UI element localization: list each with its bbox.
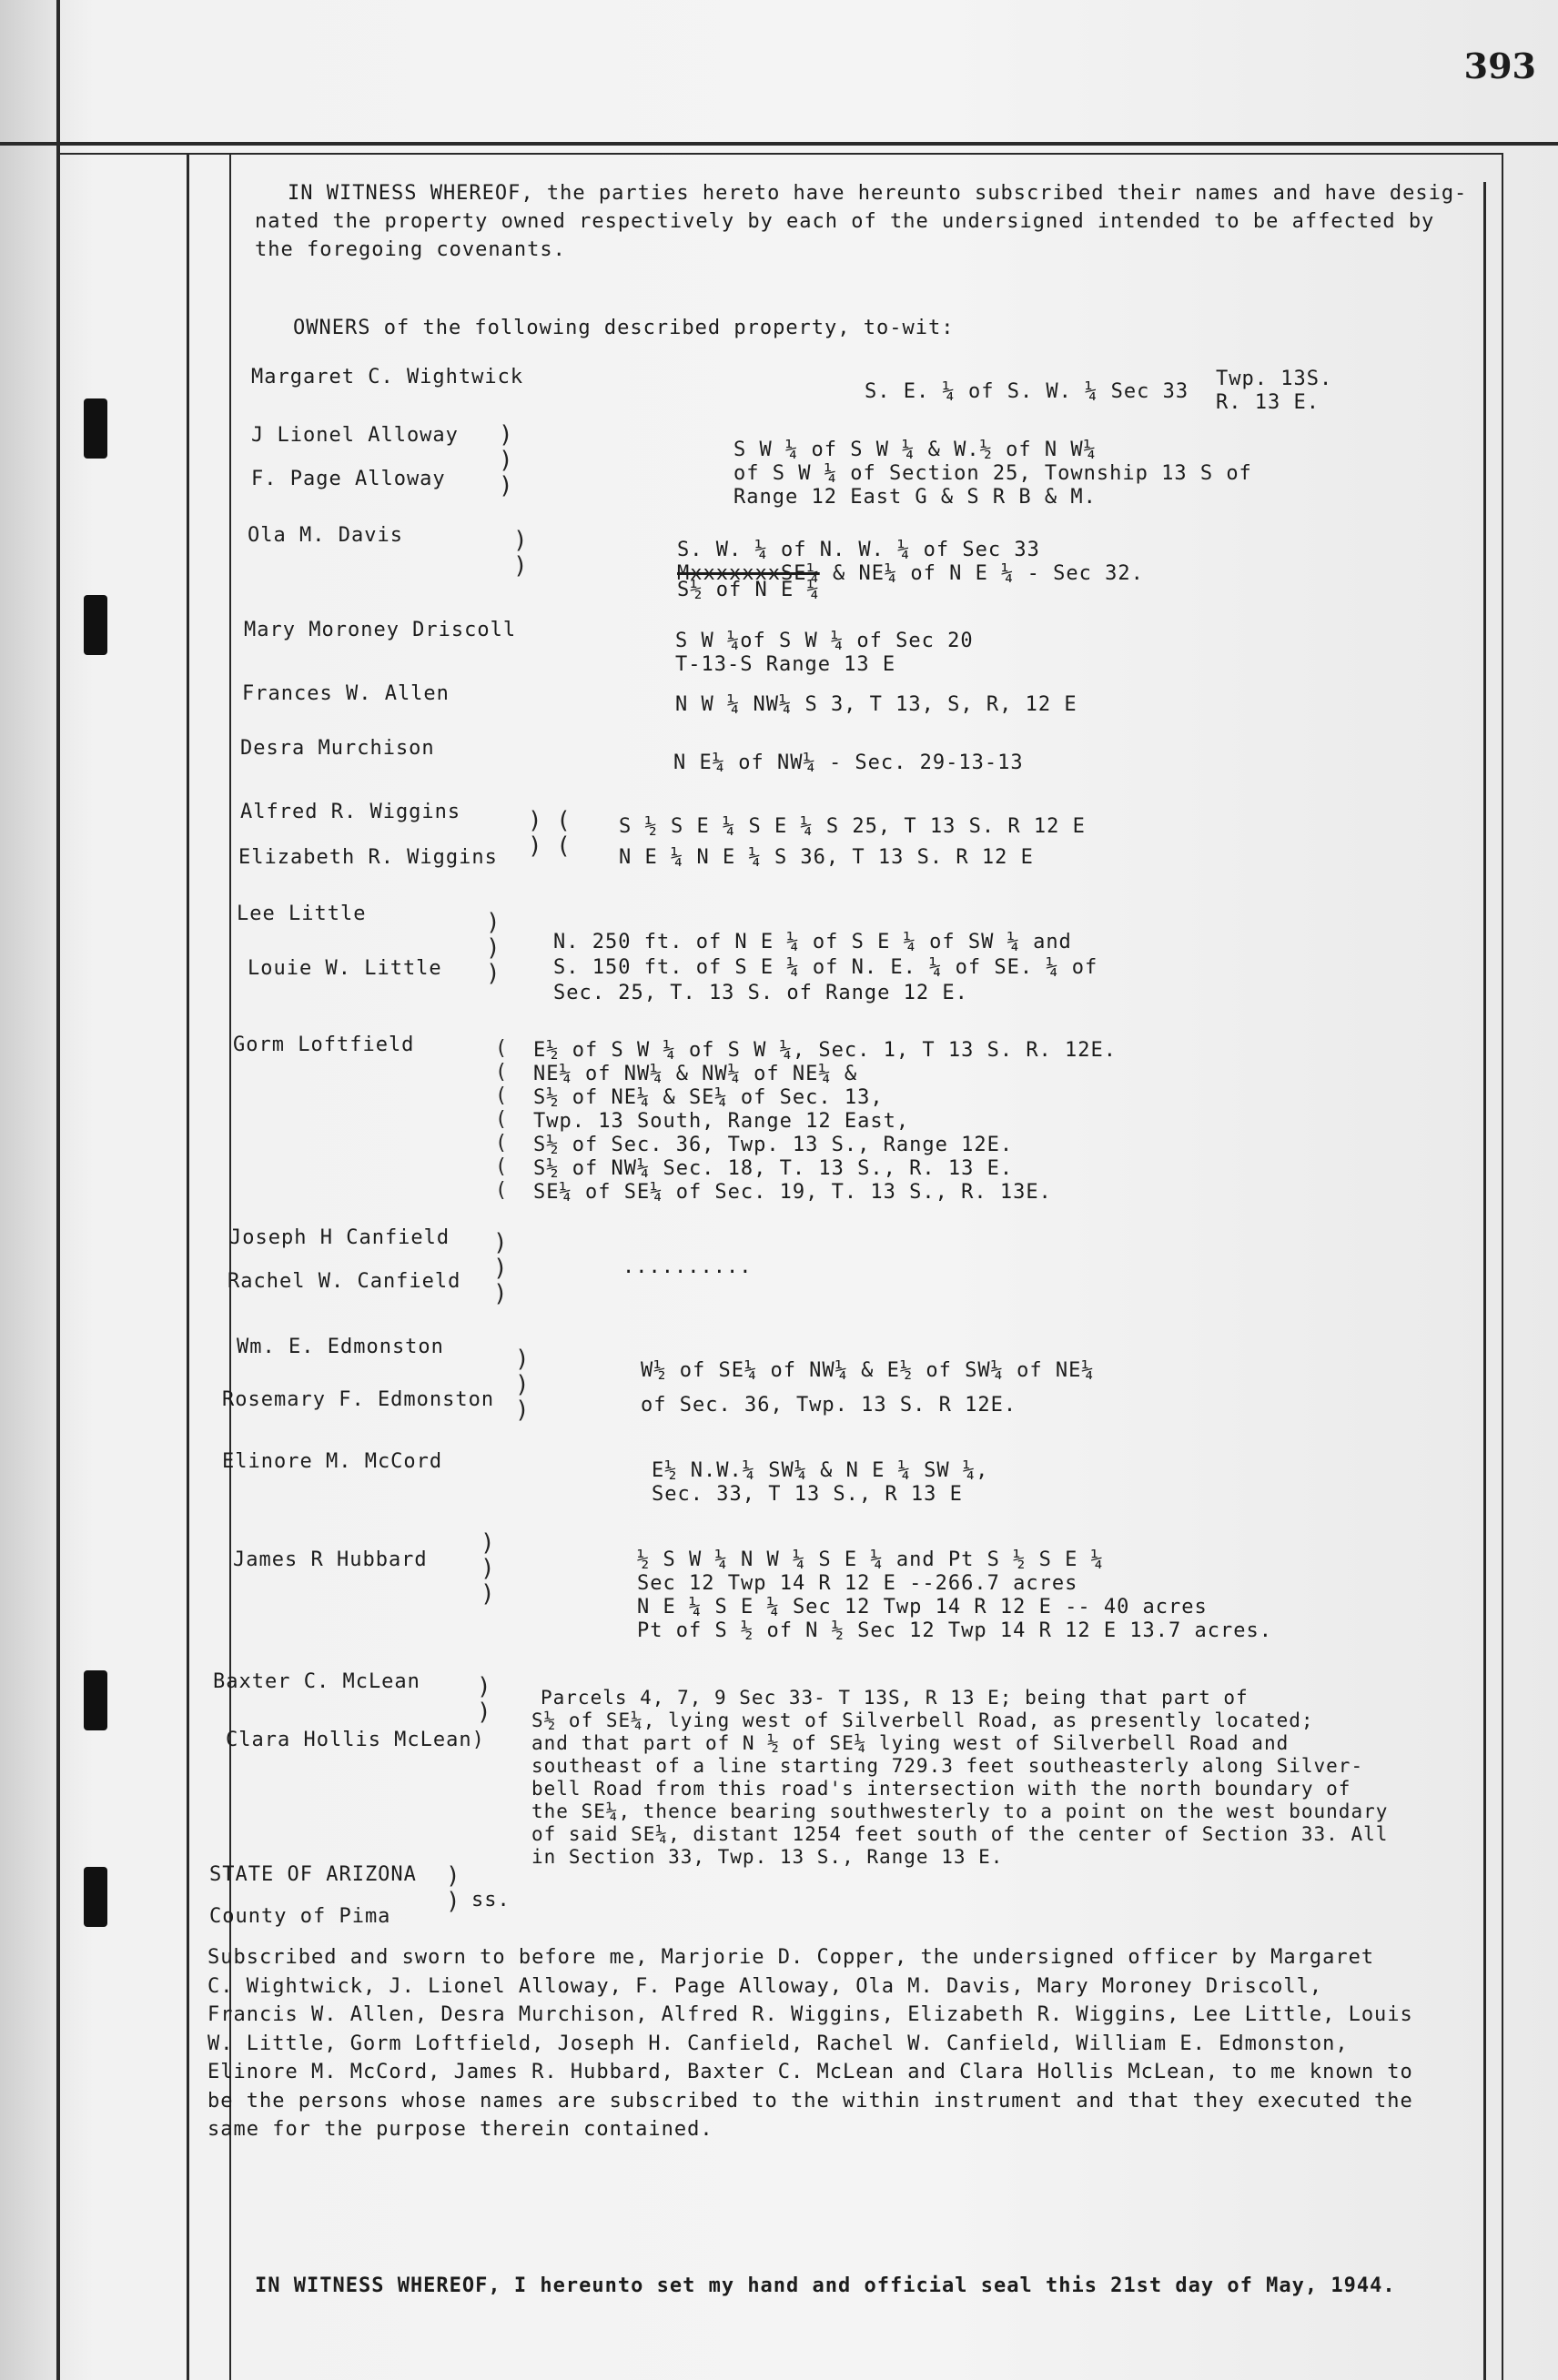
property-description bbox=[652, 1459, 988, 1507]
description-line: E½ of S W ¼ of S W ¼, Sec. 1, T 13 S. R. 12E. bbox=[533, 1039, 1118, 1062]
owner-name: Desra Murchison bbox=[240, 737, 435, 760]
venue-state: STATE OF ARIZONA bbox=[209, 1863, 417, 1886]
jurat-line: Francis W. Allen, Desra Murchison, Alfred R. Wiggins, Elizabeth R. Wiggins, Lee Little, Louis bbox=[207, 2003, 1413, 2026]
description-line: of Sec. 36, Twp. 13 S. R 12E. bbox=[641, 1394, 1017, 1417]
description-line: S½ of NW¼ Sec. 18, T. 13 S., R. 13 E. bbox=[533, 1157, 1014, 1180]
description-line: ½ S W ¼ N W ¼ S E ¼ and Pt S ½ S E ¼ bbox=[637, 1548, 1104, 1571]
property-description bbox=[675, 630, 974, 677]
bracket: ) ) ) bbox=[515, 1346, 530, 1424]
struck-text: MxxxxxxxSE¼ bbox=[677, 562, 820, 585]
property-description bbox=[622, 1256, 752, 1279]
description-line: N E ¼ S E ¼ Sec 12 Twp 14 R 12 E -- 40 acres bbox=[637, 1596, 1208, 1619]
preamble-line: nated the property owned respectively by each of the undersigned intended to be affected by bbox=[255, 210, 1435, 233]
description-line: Parcels 4, 7, 9 Sec 33- T 13S, R 13 E; being that part of bbox=[541, 1687, 1249, 1709]
property-description bbox=[533, 1039, 1117, 1205]
text-column-left-rule bbox=[187, 153, 189, 2380]
description-line: T-13-S Range 13 E bbox=[675, 653, 896, 676]
description-line: the SE¼, thence bearing southwesterly to a point on the west boundary bbox=[531, 1800, 1389, 1822]
description-line: S W ¼of S W ¼ of Sec 20 bbox=[675, 630, 974, 652]
jurat-line: C. Wightwick, J. Lionel Alloway, F. Page Alloway, Ola M. Davis, Mary Moroney Driscoll, bbox=[207, 1974, 1323, 1998]
description-line: S½ of Sec. 36, Twp. 13 S., Range 12E. bbox=[533, 1134, 1014, 1156]
owners-heading: OWNERS of the following described property, to-wit: bbox=[293, 317, 955, 339]
owner-name: Lee Little bbox=[237, 903, 367, 925]
property-description bbox=[553, 930, 1098, 1006]
description-line: southeast of a line starting 729.3 feet southeasterly along Silver- bbox=[531, 1755, 1364, 1777]
owner-name: Clara Hollis McLean) bbox=[226, 1729, 485, 1751]
description-line: Range 12 East G & S R B & M. bbox=[733, 486, 1097, 509]
description-line: Sec. 25, T. 13 S. of Range 12 E. bbox=[553, 982, 968, 1004]
margin-rule bbox=[56, 0, 60, 2380]
bracket: ) ) ) bbox=[493, 1229, 508, 1307]
description-line: bell Road from this road's intersection with the north boundary of bbox=[531, 1778, 1351, 1800]
preamble-paragraph bbox=[255, 179, 1467, 264]
owner-name: Gorm Loftfield bbox=[233, 1034, 415, 1056]
venue-county: County of Pima bbox=[209, 1905, 391, 1928]
binder-hole bbox=[84, 1867, 107, 1927]
owner-name: Joseph H Canfield bbox=[229, 1226, 450, 1249]
township-line: Twp. 13S. bbox=[1216, 368, 1333, 390]
owner-name: James R Hubbard bbox=[233, 1548, 428, 1571]
jurat-line: Subscribed and sworn to before me, Marjorie D. Copper, the undersigned officer by Margaret bbox=[207, 1946, 1375, 1969]
description-line: Twp. 13 South, Range 12 East, bbox=[533, 1110, 910, 1133]
property-description bbox=[531, 1687, 1388, 1869]
page-edge-rule bbox=[1502, 153, 1503, 2380]
owner-name: Ola M. Davis bbox=[248, 524, 403, 547]
owner-name: Mary Moroney Driscoll bbox=[244, 619, 517, 641]
description-line: .......... bbox=[622, 1256, 753, 1278]
property-description bbox=[637, 1548, 1272, 1643]
property-description bbox=[641, 1354, 1095, 1423]
description-line: W½ of SE¼ of NW¼ & E½ of SW¼ of NE¼ bbox=[641, 1359, 1095, 1382]
description-line: S½ of NE¼ & SE¼ of Sec. 13, bbox=[533, 1086, 884, 1109]
binder-hole bbox=[84, 595, 107, 655]
jurat-line: same for the purpose therein contained. bbox=[207, 2118, 713, 2141]
property-description bbox=[619, 812, 1086, 873]
range-line: R. 13 E. bbox=[1216, 391, 1320, 414]
description-line: and that part of N ½ of SE¼ lying west of Silverbell Road and bbox=[531, 1732, 1290, 1754]
closing-line: IN WITNESS WHEREOF, I hereunto set my hand and official seal this 21st day of May, 1944. bbox=[255, 2274, 1396, 2297]
bracket: ) ) bbox=[446, 1862, 460, 1915]
property-description bbox=[673, 751, 1024, 775]
bracket: ) ) ) bbox=[499, 421, 513, 499]
property-description bbox=[677, 539, 1144, 602]
description-text: & NE¼ of N E ¼ - Sec 32. bbox=[832, 562, 1144, 585]
jurat-line: be the persons whose names are subscribed to the within instrument and that they executed the bbox=[207, 2089, 1413, 2113]
owner-name: Elizabeth R. Wiggins bbox=[238, 846, 498, 869]
owner-name: Baxter C. McLean bbox=[213, 1670, 420, 1693]
owner-name: Alfred R. Wiggins bbox=[240, 801, 461, 823]
owner-name: Louie W. Little bbox=[248, 957, 442, 980]
owner-name: Frances W. Allen bbox=[242, 682, 450, 705]
description-line: SE¼ of SE¼ of Sec. 19, T. 13 S., R. 13E. bbox=[533, 1181, 1052, 1204]
preamble-line: IN WITNESS WHEREOF, the parties hereto have hereunto subscribed their names and have desig- bbox=[288, 182, 1468, 205]
description-line: N E ¼ N E ¼ S 36, T 13 S. R 12 E bbox=[619, 846, 1034, 869]
bracket: ) ) bbox=[477, 1673, 491, 1726]
jurat-line: Elinore M. McCord, James R. Hubbard, Baxter C. McLean and Clara Hollis McLean, to me known to bbox=[207, 2061, 1413, 2083]
top-rule bbox=[0, 142, 1558, 146]
top-rule-inner bbox=[56, 153, 1503, 155]
owner-name: J Lionel Alloway bbox=[251, 424, 459, 447]
township-range bbox=[1216, 368, 1332, 415]
jurat-line: W. Little, Gorm Loftfield, Joseph H. Canfield, Rachel W. Canfield, William E. Edmonston, bbox=[207, 2032, 1349, 2055]
property-description bbox=[675, 693, 1077, 717]
owner-name: Rosemary F. Edmonston bbox=[222, 1388, 495, 1411]
bracket: ) ( ) ( bbox=[528, 807, 571, 860]
description-line: N. 250 ft. of N E ¼ of S E ¼ of SW ¼ and bbox=[553, 931, 1072, 953]
venue-ss: ss. bbox=[471, 1889, 511, 1911]
preamble-line: the foregoing covenants. bbox=[255, 238, 566, 261]
description-line: of S W ¼ of Section 25, Township 13 S of bbox=[733, 462, 1252, 485]
description-line: S. E. ¼ of S. W. ¼ Sec 33 bbox=[865, 380, 1189, 403]
description-line: Sec. 33, T 13 S., R 13 E bbox=[652, 1483, 963, 1506]
bracket: ( ( ( ( ( ( ( bbox=[495, 1037, 508, 1202]
owner-name: Rachel W. Canfield bbox=[228, 1270, 461, 1293]
description-line: Sec 12 Twp 14 R 12 E --266.7 acres bbox=[637, 1572, 1078, 1595]
property-description bbox=[733, 439, 1252, 509]
description-line: S½ of N E ¼ bbox=[677, 579, 820, 601]
binder-hole bbox=[84, 398, 107, 459]
owner-name: Margaret C. Wightwick bbox=[251, 366, 524, 388]
description-line: S. W. ¼ of N. W. ¼ of Sec 33 bbox=[677, 539, 1040, 561]
property-description bbox=[865, 380, 1189, 404]
bracket: ) ) ) bbox=[481, 1529, 495, 1608]
text-column-right-rule bbox=[1483, 182, 1486, 2380]
description-line: in Section 33, Twp. 13 S., Range 13 E. bbox=[531, 1846, 1004, 1868]
jurat-paragraph bbox=[207, 1943, 1413, 2144]
description-line: E½ N.W.¼ SW¼ & N E ¼ SW ¼, bbox=[652, 1459, 989, 1482]
description-line: NE¼ of NW¼ & NW¼ of NE¼ & bbox=[533, 1063, 858, 1085]
owner-name: F. Page Alloway bbox=[251, 468, 446, 490]
description-line: N W ¼ NW¼ S 3, T 13, S, R, 12 E bbox=[675, 693, 1077, 716]
owner-name: Elinore M. McCord bbox=[222, 1450, 443, 1473]
bracket: ) ) bbox=[513, 527, 528, 580]
binder-hole bbox=[84, 1670, 107, 1730]
description-line: of said SE¼, distant 1254 feet south of the center of Section 33. All bbox=[531, 1823, 1389, 1845]
owner-name: Wm. E. Edmonston bbox=[237, 1336, 444, 1358]
description-line: S. 150 ft. of S E ¼ of N. E. ¼ of SE. ¼ of bbox=[553, 956, 1098, 979]
description-line: S ½ S E ¼ S E ¼ S 25, T 13 S. R 12 E bbox=[619, 815, 1086, 838]
page-number: 393 bbox=[1463, 45, 1536, 86]
description-line: S½ of SE¼, lying west of Silverbell Road, as presently located; bbox=[531, 1709, 1314, 1731]
description-line: S W ¼ of S W ¼ & W.½ of N W¼ bbox=[733, 439, 1097, 461]
binding-strip bbox=[0, 0, 60, 2380]
bracket: ) ) ) bbox=[486, 909, 501, 987]
description-line: N E¼ of NW¼ - Sec. 29-13-13 bbox=[673, 751, 1024, 774]
description-line: Pt of S ½ of N ½ Sec 12 Twp 14 R 12 E 13.7 acres. bbox=[637, 1619, 1273, 1642]
